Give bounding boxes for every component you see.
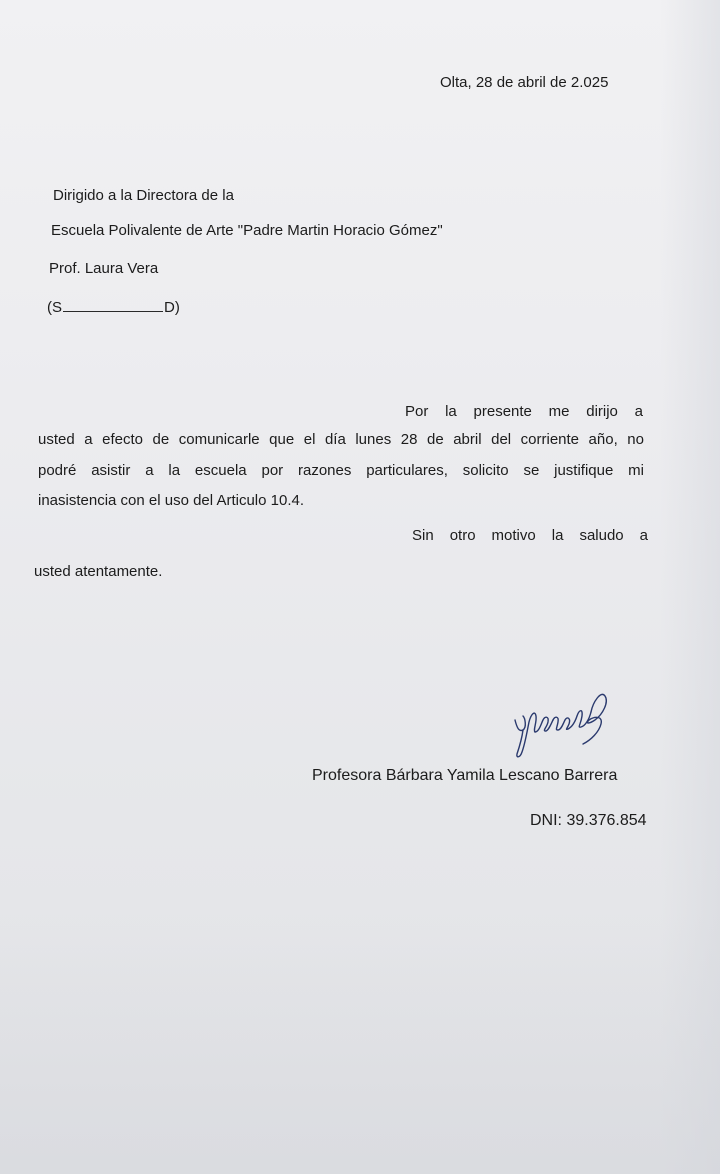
closing-line-1: Sin otro motivo la saludo a <box>412 527 648 544</box>
body-row-2-text: podré asistir a la escuela por razones particulares, solicito se justifique mi <box>38 462 644 479</box>
signer-name: Profesora Bárbara Yamila Lescano Barrera <box>312 767 618 784</box>
paper-shadow-bottom <box>0 914 720 1174</box>
recipient-line-3: Prof. Laura Vera <box>49 260 159 277</box>
recipient-line-4-end: D) <box>164 299 180 316</box>
paper-shadow-right <box>660 0 720 1174</box>
body-row-1-text: usted a efecto de comunicarle que el día lunes 28 de abril del corriente año, no <box>38 431 644 448</box>
handwritten-signature-icon <box>505 680 615 760</box>
body-paragraph-row-2 <box>38 461 644 481</box>
recipient-line-4-start: (S <box>47 299 62 316</box>
body-paragraph-row-1 <box>38 430 644 450</box>
letter-date: Olta, 28 de abril de 2.025 <box>440 74 609 91</box>
recipient-line-4 <box>47 297 180 318</box>
signer-dni: DNI: 39.376.854 <box>530 812 647 829</box>
blank-underline <box>63 297 163 312</box>
body-paragraph-first-line: Por la presente me dirijo a <box>405 403 643 420</box>
recipient-line-1: Dirigido a la Directora de la <box>53 187 234 204</box>
closing-line-2: usted atentamente. <box>34 563 163 580</box>
recipient-line-2: Escuela Polivalente de Arte "Padre Martin Horacio Gómez" <box>51 222 443 239</box>
body-row-3-text: inasistencia con el uso del Articulo 10.4. <box>38 492 304 509</box>
body-paragraph-row-3 <box>38 491 644 511</box>
